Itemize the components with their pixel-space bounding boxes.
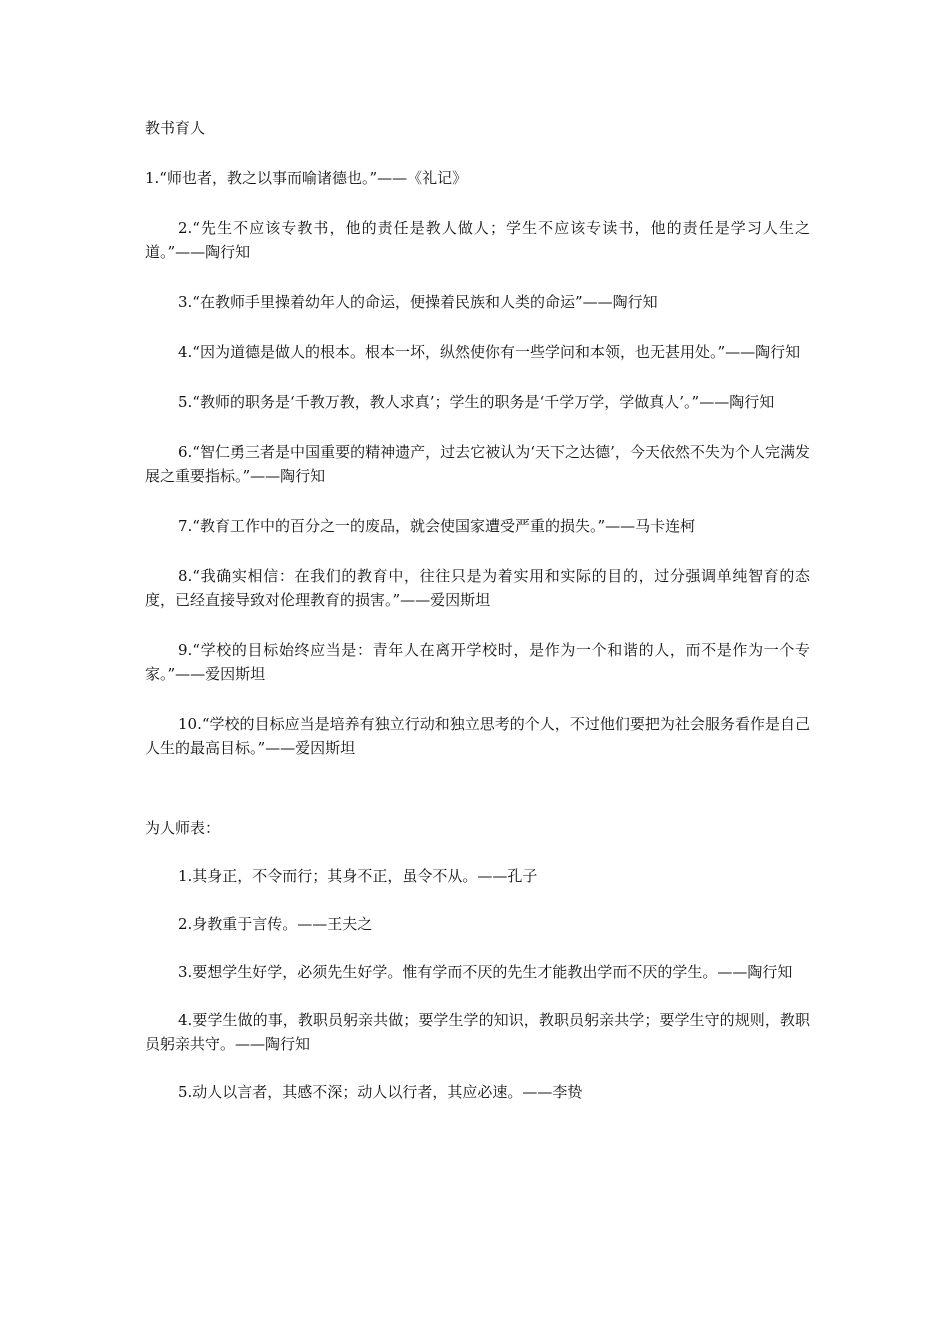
section-title: 为人师表：	[145, 819, 221, 837]
quote-item: 1.“师也者，教之以事而喻诸德也。”——《礼记》	[145, 169, 468, 187]
quote-item: 6.“智仁勇三者是中国重要的精神遗产，过去它被认为‘天下之达德’，今天依然不失为个人完满发展之重要指标。”——陶行知	[145, 443, 810, 485]
quote-item: 7.“教育工作中的百分之一的废品，就会使国家遭受严重的损失。”——马卡连柯	[178, 517, 696, 535]
document-page	[145, 116, 810, 1128]
quote-item: 10.“学校的目标应当是培养有独立行动和独立思考的个人，不过他们要把为社会服务看作是自己人生的最高目标。”——爱因斯坦	[145, 715, 810, 757]
quote-item: 4.要学生做的事，教职员躬亲共做；要学生学的知识，教职员躬亲共学；要学生守的规则，教职员躬亲共守。——陶行知	[145, 1011, 810, 1053]
quote-item: 2.身教重于言传。——王夫之	[178, 915, 373, 933]
quote-item: 2.“先生不应该专教书，他的责任是教人做人；学生不应该专读书，他的责任是学习人生之道。”——陶行知	[145, 219, 810, 261]
quote-item: 3.要想学生好学，必须先生好学。惟有学而不厌的先生才能教出学而不厌的学生。——陶行知	[178, 963, 793, 981]
quote-item: 5.动人以言者，其感不深；动人以行者，其应必速。——李贽	[178, 1083, 583, 1101]
quote-item: 8.“我确实相信：在我们的教育中，往往只是为着实用和实际的目的，过分强调单纯智育的态度，已经直接导致对伦理教育的损害。”——爱因斯坦	[145, 567, 810, 609]
quote-item: 1.其身正，不令而行；其身不正，虽令不从。——孔子	[178, 867, 538, 885]
quote-item: 3.“在教师手里操着幼年人的命运，便操着民族和人类的命运”——陶行知	[178, 293, 658, 311]
section-role-model	[145, 816, 810, 1104]
quote-item: 5.“教师的职务是‘千教万教，教人求真’；学生的职务是‘千学万学，学做真人’。”——陶行知	[178, 393, 775, 411]
section-teaching	[145, 116, 810, 760]
quote-item: 9.“学校的目标始终应当是：青年人在离开学校时，是作为一个和谐的人，而不是作为一个专家。”——爱因斯坦	[145, 641, 810, 683]
quote-item: 4.“因为道德是做人的根本。根本一坏，纵然使你有一些学问和本领，也无甚用处。”——陶行知	[178, 343, 801, 361]
section-title: 教书育人	[145, 119, 206, 137]
